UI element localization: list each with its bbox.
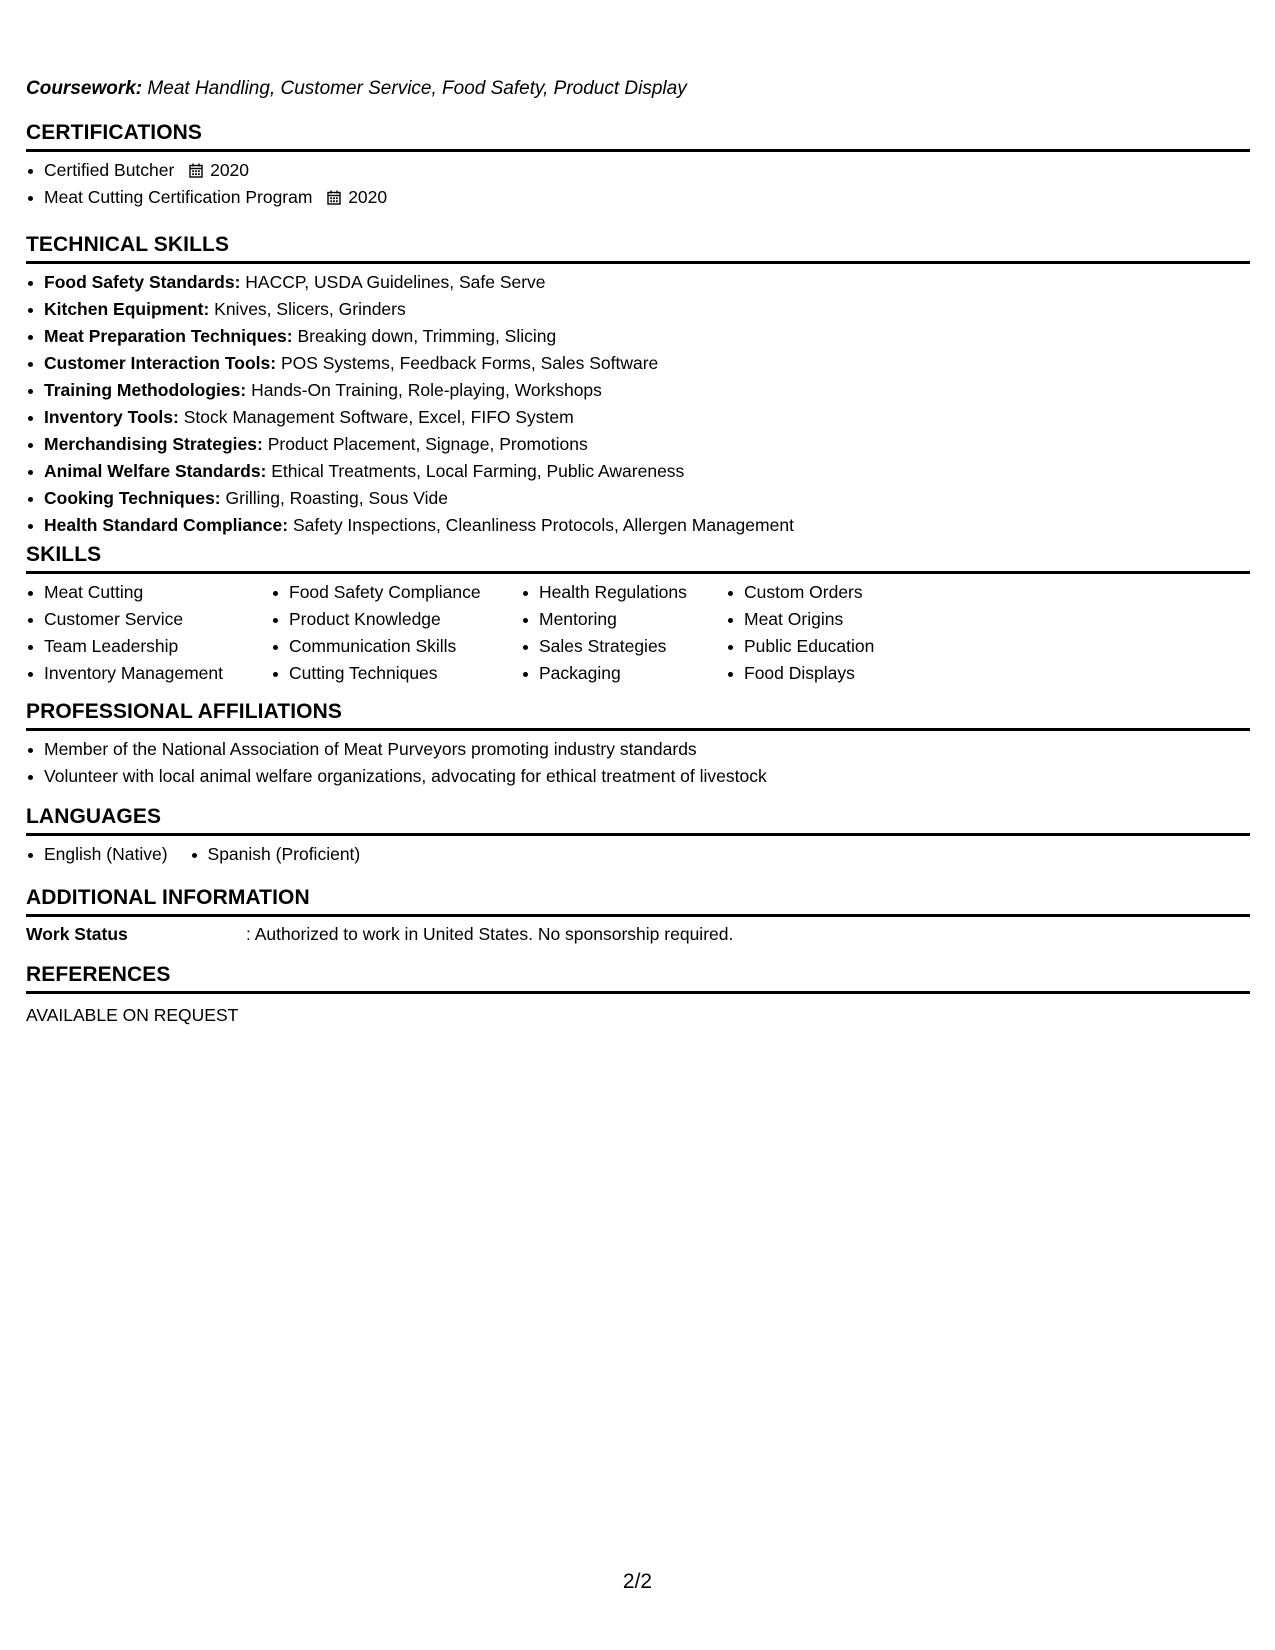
section-title: REFERENCES [26, 963, 171, 986]
technical-skill-item [26, 512, 1250, 539]
technical-skill-value: Grilling, Roasting, Sous Vide [225, 488, 448, 508]
skill-item: Food Displays [726, 660, 874, 687]
references-text: AVAILABLE ON REQUEST [26, 1005, 239, 1025]
skills-column [271, 579, 501, 687]
technical-skill-label: Food Safety Standards: [44, 272, 241, 292]
section-title: CERTIFICATIONS [26, 121, 203, 144]
technical-skill-item [26, 431, 1250, 458]
certifications-list [26, 157, 1250, 211]
language-item: Spanish (Proficient) [190, 841, 361, 868]
technical-skill-label: Merchandising Strategies: [44, 434, 263, 454]
technical-skill-item [26, 269, 1250, 296]
skill-item: Cutting Techniques [271, 660, 501, 687]
technical-skill-label: Meat Preparation Techniques: [44, 326, 293, 346]
affiliation-item: Volunteer with local animal welfare organizations, advocating for ethical treatment of livestock [26, 763, 1250, 790]
skill-item: Health Regulations [521, 579, 706, 606]
coursework-line [26, 78, 687, 100]
certification-year: 2020 [348, 187, 388, 207]
section-title: LANGUAGES [26, 805, 162, 828]
technical-skill-value: Product Placement, Signage, Promotions [267, 434, 588, 454]
certification-year: 2020 [210, 160, 250, 180]
section-divider [26, 261, 1250, 264]
work-status-row [26, 921, 1250, 948]
skill-item: Communication Skills [271, 633, 501, 660]
section-divider [26, 149, 1250, 152]
section-divider [26, 833, 1250, 836]
certification-item [26, 184, 1250, 211]
work-status-value: : Authorized to work in United States. No sponsorship required. [246, 924, 734, 944]
technical-skill-item [26, 404, 1250, 431]
references-section [26, 962, 1250, 1029]
technical-skill-value: Ethical Treatments, Local Farming, Public Awareness [271, 461, 685, 481]
certification-name: Meat Cutting Certification Program [44, 187, 313, 207]
skill-item: Team Leadership [26, 633, 251, 660]
technical-skill-label: Training Methodologies: [44, 380, 247, 400]
skill-item: Packaging [521, 660, 706, 687]
skill-item: Customer Service [26, 606, 251, 633]
certification-name: Certified Butcher [44, 160, 175, 180]
technical-skill-label: Cooking Techniques: [44, 488, 221, 508]
skills-columns [26, 579, 1250, 687]
skill-item: Product Knowledge [271, 606, 501, 633]
language-item: English (Native) [26, 841, 168, 868]
technical-skill-label: Kitchen Equipment: [44, 299, 210, 319]
certification-item [26, 157, 1250, 184]
languages-list [26, 841, 1250, 868]
affiliation-item: Member of the National Association of Meat Purveyors promoting industry standards [26, 736, 1250, 763]
technical-skill-item [26, 377, 1250, 404]
languages-section [26, 804, 1250, 868]
skills-column [726, 579, 874, 687]
technical-skill-value: Breaking down, Trimming, Slicing [297, 326, 557, 346]
technical-skill-label: Inventory Tools: [44, 407, 179, 427]
technical-skill-value: Stock Management Software, Excel, FIFO System [183, 407, 574, 427]
skill-item: Meat Cutting [26, 579, 251, 606]
technical-skill-value: Knives, Slicers, Grinders [214, 299, 406, 319]
skill-item: Meat Origins [726, 606, 874, 633]
technical-skill-label: Animal Welfare Standards: [44, 461, 267, 481]
skill-item: Public Education [726, 633, 874, 660]
section-title: ADDITIONAL INFORMATION [26, 886, 310, 909]
calendar-icon [327, 186, 341, 213]
certifications-section [26, 120, 1250, 211]
page-number: 2/2 [622, 1570, 653, 1593]
section-title: SKILLS [26, 543, 102, 566]
skill-item: Mentoring [521, 606, 706, 633]
section-divider [26, 914, 1250, 917]
technical-skill-value: HACCP, USDA Guidelines, Safe Serve [245, 272, 546, 292]
technical-skills-section [26, 232, 1250, 539]
technical-skill-item [26, 485, 1250, 512]
skill-item: Sales Strategies [521, 633, 706, 660]
technical-skill-item [26, 296, 1250, 323]
affiliations-list [26, 736, 1250, 790]
calendar-icon [189, 159, 203, 186]
additional-info-section [26, 885, 1250, 948]
section-divider [26, 728, 1250, 731]
skills-section [26, 542, 1250, 687]
skills-column [26, 579, 251, 687]
technical-skill-value: Safety Inspections, Cleanliness Protocols, Allergen Management [292, 515, 794, 535]
technical-skills-list [26, 269, 1250, 539]
section-divider [26, 571, 1250, 574]
technical-skill-item [26, 323, 1250, 350]
coursework-label: Coursework: [26, 78, 143, 99]
technical-skill-label: Customer Interaction Tools: [44, 353, 277, 373]
skill-item: Inventory Management [26, 660, 251, 687]
section-divider [26, 991, 1250, 994]
coursework-value: Meat Handling, Customer Service, Food Safety, Product Display [147, 78, 687, 99]
skill-item: Food Safety Compliance [271, 579, 501, 606]
technical-skill-label: Health Standard Compliance: [44, 515, 289, 535]
technical-skill-item [26, 350, 1250, 377]
technical-skill-value: Hands-On Training, Role-playing, Workshops [251, 380, 602, 400]
skill-item: Custom Orders [726, 579, 874, 606]
skills-column [521, 579, 706, 687]
section-title: PROFESSIONAL AFFILIATIONS [26, 700, 342, 723]
affiliations-section [26, 699, 1250, 790]
technical-skill-value: POS Systems, Feedback Forms, Sales Software [280, 353, 659, 373]
technical-skill-item [26, 458, 1250, 485]
section-title: TECHNICAL SKILLS [26, 233, 230, 256]
work-status-label: Work Status [26, 924, 128, 944]
